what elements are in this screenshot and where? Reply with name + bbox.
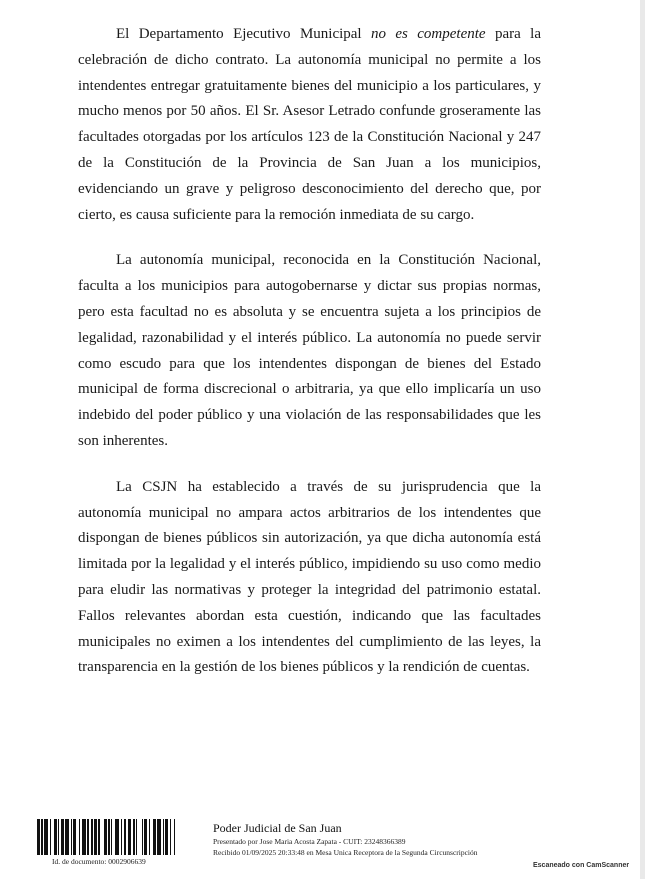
paragraph-2: La autonomía municipal, reconocida en la Constitución Nacional, faculta a los municipios para autogobernarse y dictar sus propias normas, pero esta facultad no es absoluta y se encuentra sujeta a los principios de legalidad, razonabilidad y el interés público. La autonomía no puede servir como escudo para que los intendentes dispongan de bienes del Estado municipal de forma discrecional o arbitraria, ya que ello implicaría un uso indebido del poder público y una violación de las responsabilidades que les son inherentes. <box>78 252 541 449</box>
scanner-watermark: Escaneado con CamScanner <box>533 862 630 869</box>
presented-by: Presentado por Jose Maria Acosta Zapata - CUIT: 23248366389 <box>213 837 406 846</box>
barcode-icon <box>37 819 180 855</box>
document-footer <box>0 818 645 879</box>
page-edge-shadow <box>640 0 645 879</box>
paragraph-1 <box>78 22 541 228</box>
paragraph-3: La CSJN ha establecido a través de su jurisprudencia que la autonomía municipal no ampara actos arbitrarios de los intendentes que dispongan de bienes públicos sin autorización, ya que dicha autonomía está limitada por la legalidad y el interés público, impidiendo su uso como medio para eludir las normativas y proteger la integridad del patrimonio estatal. Fallos relevantes abordan esta cuestión, indicando que las facultades municipales no eximen a los intendentes del cumplimiento de las leyes, la transparencia en la gestión de los bienes públicos y la rendición de cuentas. <box>78 478 541 676</box>
paragraph-1-before: El Departamento Ejecutivo Municipal <box>116 26 371 42</box>
paragraph-1-emphasis: no es competente <box>371 26 486 42</box>
court-name: Poder Judicial de San Juan <box>213 821 342 835</box>
document-id: Id. de documento: 0002906639 <box>52 857 146 866</box>
received-stamp: Recibido 01/09/2025 20:33:48 en Mesa Unica Receptora de la Segunda Circunscripción <box>213 848 478 857</box>
document-body <box>78 22 541 701</box>
paragraph-1-after: para la celebración de dicho contrato. La autonomía municipal no permite a los intendentes entregar gratuitamente bienes del municipio a los particulares, y mucho menos por 50 años. El Sr. Asesor Letrado confunde groseramente las facultades otorgadas por los artículos 123 de la Constitución Nacional y 247 de la Constitución de la Provincia de San Juan a los municipios, evidenciando un grave y peligroso desconocimiento del derecho que, por cierto, es causa suficiente para la remoción inmediata de su cargo. <box>78 26 541 223</box>
